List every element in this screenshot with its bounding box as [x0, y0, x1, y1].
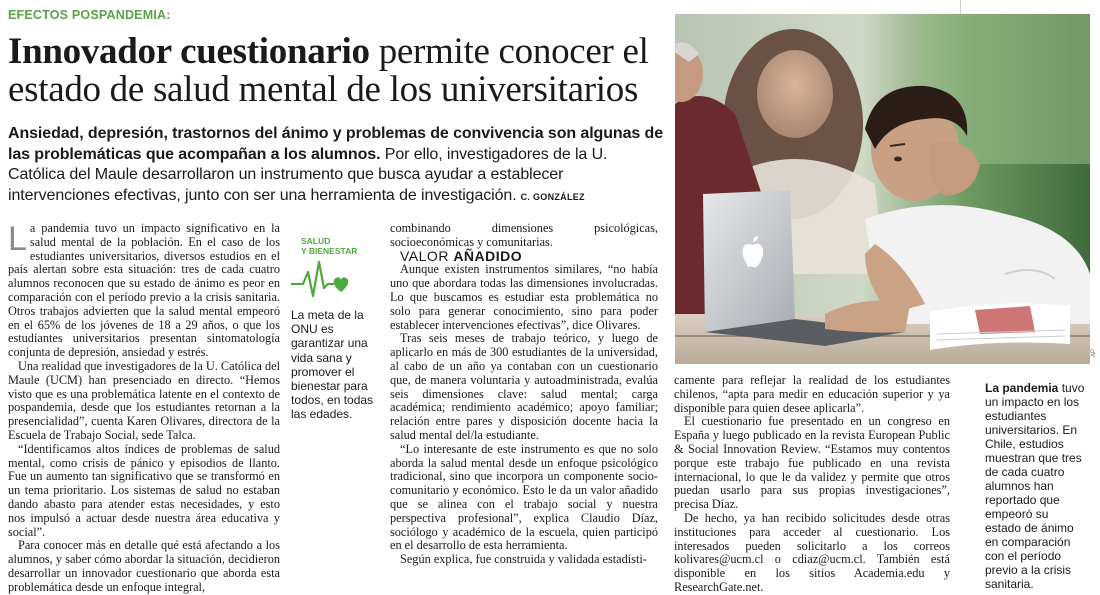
- sdg-label-line2: Y BIENESTAR: [301, 246, 358, 256]
- photo-credit: AP: [1091, 348, 1097, 357]
- col2-paragraph-1: Aunque existen instrumentos similares, “no había uno que abordara todas las dimensiones involucradas. Lo que buscamos es estudiar esta problemática no solo para generar conocimiento, sino para poder establecer intervenciones efectivas”, dice Olivares.: [390, 262, 658, 332]
- student-laptop-photo: [675, 14, 1090, 364]
- article-column-3: [674, 374, 950, 595]
- col3-paragraph-1: El cuestionario fue presentado en un congreso en España y luego publicado en la revista European Public & Social Innovation Review. “Estamos muy contentos porque este trabajo fue publicado en una revista internacional, lo que le da validez y permite que otros puedan usarlo para sus propias investigaciones”, precisa Díaz.: [674, 414, 950, 512]
- photo-caption: [985, 381, 1085, 591]
- article-column-2: [390, 222, 658, 567]
- lead-paragraph: [8, 124, 663, 207]
- subheading-bold: AÑADIDO: [453, 247, 523, 264]
- byline: C. GONZÁLEZ: [520, 191, 585, 202]
- caption-bold: La pandemia: [985, 381, 1059, 395]
- col2-paragraph-3: “Lo interesante de este instrumento es que no solo aborda la salud mental desde un enfoque psicológico tradicional, sino que incorpora un componente socio-comunitario y económico. Esto le da un valor añadido que se alinea con el trabajo social y nuestra perspectiva profesional”, explica Claudio Díaz, sociólogo y académico de la escuela, quien participó en el desarrollo de esta herramienta.: [390, 441, 658, 553]
- sdg-note: La meta de la ONU es garantizar una vida sana y promover el bienestar para todos, en todas las edades.: [291, 308, 374, 422]
- dropcap: L: [8, 220, 27, 258]
- lead-bold: Ansiedad, depresión, trastornos del ánimo y problemas de convivencia son algunas de las problemáticas que acompañan a los alumnos.: [8, 125, 663, 163]
- caption-rest: tuvo un impacto en los estudiantes universitarios. En Chile, estudios muestran que tres de cada cuatro alumnos han reportado que empeoró su estado de ánimo en comparación con el período previo a la crisis sanitaria.: [985, 381, 1085, 591]
- section-kicker: EFECTOS POSPANDEMIA:: [8, 8, 171, 22]
- col2-paragraph-4: Según explica, fue construida y validada estadísti-: [400, 552, 647, 567]
- col2-paragraph-0: combinando dimensiones psicológicas, socioeconómicas y comunitarias.: [390, 221, 658, 249]
- col1-paragraph-4: Para conocer más en detalle qué está afectando a los alumnos, y saber cómo abordar la situación, decidieron desarrollar un innovador cuestionario que aborda esta problemática desde un enfoque integral,: [8, 538, 280, 594]
- col1-paragraph-2: Una realidad que investigadores de la U. Católica del Maule (UCM) han presenciado en directo. “Hemos visto que es una problemática latente en el contexto de pospandemia, desde que los estudiantes retornan a la presencialidad”, cuenta Karen Olivares, directora de la Escuela de Trabajo Social, sede Talca.: [8, 358, 280, 442]
- lead-rest: Por ello, investigadores de la U. Católica del Maule desarrollaron un instrumento que busca ayudar a establecer intervenciones efectivas, junto con ser una herramienta de investigación.: [8, 145, 608, 204]
- subheading-light: VALOR: [400, 247, 454, 264]
- col1-paragraph-3: “Identificamos altos índices de problemas de salud mental, como crisis de pánico y episodios de llanto. Fue un aumento tan significativo que se transformó en un tema prioritario. Los sistemas de salud no estaban dando abasto para atender estas necesidades, y esto nos impulsó a actuar desde nuestra área educativa y social”.: [8, 441, 280, 539]
- subheading: [390, 247, 658, 264]
- col3-paragraph-0: camente para reflejar la realidad de los estudiantes chilenos, “apta para medir en educación superior y ya disponible para quien desee aplicarla”.: [674, 373, 950, 415]
- headline-bold: Innovador cuestionario: [8, 31, 370, 72]
- sdg-label: [301, 236, 381, 256]
- headline-rest: permite conocer el estado de salud mental de los universitarios: [8, 31, 649, 110]
- col3-paragraph-2: De hecho, ya han recibido solicitudes desde otras instituciones para acceder al cuestionario. Los interesados pueden solicitarlo a los correos kolivares@ucm.cl o cdiaz@ucm.cl. También está disponible en los sitios Academia.edu y ResearchGate.net.: [674, 510, 950, 594]
- article-photo: [675, 14, 1090, 364]
- headline: [8, 33, 668, 109]
- col1-paragraph-1: a pandemia tuvo un impacto significativo en la salud mental de la población. En el caso de los estudiantes universitarios, diversos estudios en el país alertan sobre esta situación: tres de cada cuatro alumnos reconocen que su estado de ánimo es peor en comparación con el período previo a la crisis sanitaria. Otros trabajos advierten que la salud mental empeoró en el 65% de los jóvenes de 18 a 29 años, o que los estudiantes universitarios presentan sintomatología conjunta de depresión, ansiedad y estrés.: [8, 221, 280, 360]
- heartbeat-heart-icon: [291, 258, 353, 302]
- sdg-label-line1: SALUD: [301, 236, 331, 246]
- page-edge-rule: [960, 0, 961, 14]
- article-column-1: [8, 222, 280, 595]
- col2-paragraph-2: Tras seis meses de trabajo teórico, y luego de aplicarlo en más de 300 estudiantes de la universidad, al cabo de un año ya contaban con un cuestionario que, de manera voluntaria y autoadministrada, evalúa seis dimensiones clave: salud mental; carga académica; rendimiento académico; apoyo familiar; relación entre pares y disposición docente hacia la salud mental del/la estudiante.: [390, 331, 658, 442]
- sdg-sidebox: [291, 236, 381, 422]
